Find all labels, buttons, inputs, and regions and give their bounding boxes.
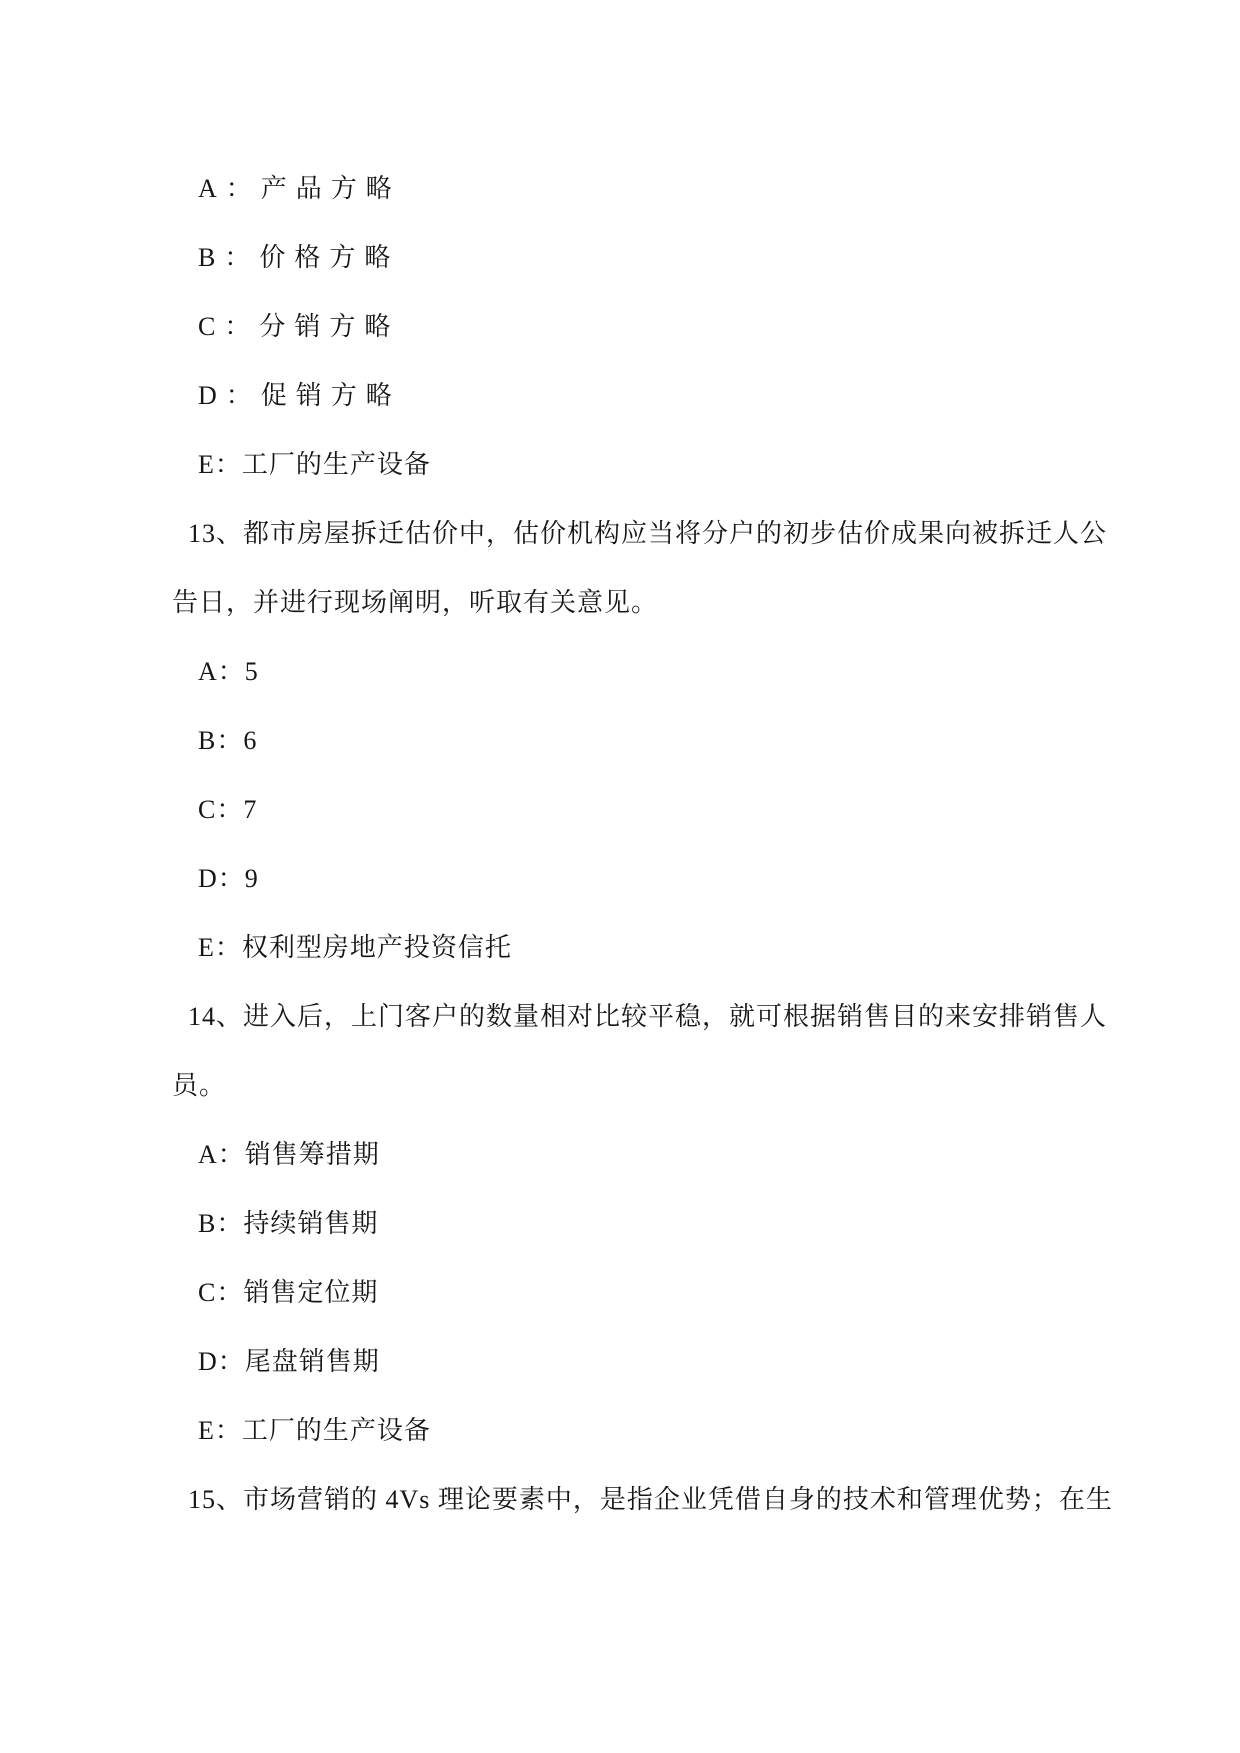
answer-option-line: A：产品方略 [198, 174, 401, 203]
answer-option-line: E：权利型房地产投资信托 [198, 933, 512, 962]
question-text-line: 14、进入后，上门客户的数量相对比较平稳，就可根据销售目的来安排销售人 [188, 1002, 1108, 1031]
answer-option-line: C：销售定位期 [198, 1278, 379, 1307]
question-text-continuation-line: 告日，并进行现场阐明，听取有关意见。 [172, 588, 659, 617]
answer-option-line: D：促销方略 [198, 381, 401, 410]
answer-option-line: A：销售筹措期 [198, 1140, 380, 1169]
text-block [0, 154, 1240, 1534]
question-text-line: 15、市场营销的 4Vs 理论要素中，是指企业凭借自身的技术和管理优势；在生 [188, 1485, 1113, 1514]
answer-option-line: B：6 [198, 726, 258, 755]
answer-option-line: A：5 [198, 657, 259, 686]
answer-option-line: C：分销方略 [198, 312, 400, 341]
answer-option-line: D：9 [198, 864, 259, 893]
answer-option-line: C：7 [198, 795, 258, 824]
answer-option-line: E：工厂的生产设备 [198, 1416, 431, 1445]
question-text-continuation-line: 员。 [172, 1071, 227, 1100]
question-text-line: 13、都市房屋拆迁估价中，估价机构应当将分户的初步估价成果向被拆迁人公 [188, 519, 1108, 548]
answer-option-line: D：尾盘销售期 [198, 1347, 380, 1376]
answer-option-line: E：工厂的生产设备 [198, 450, 431, 479]
answer-option-line: B：持续销售期 [198, 1209, 379, 1238]
answer-option-line: B：价格方略 [198, 243, 400, 272]
